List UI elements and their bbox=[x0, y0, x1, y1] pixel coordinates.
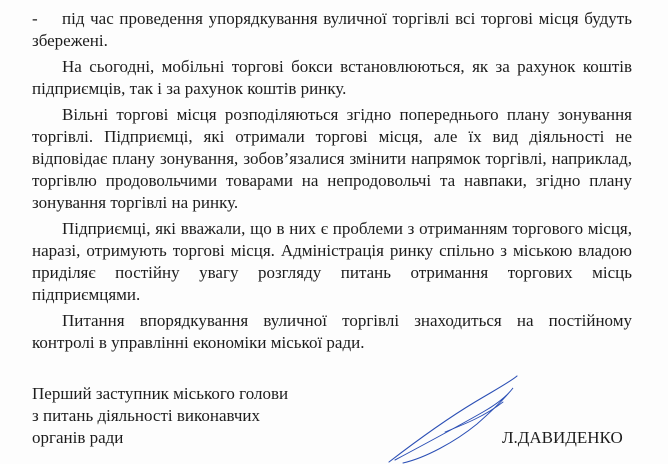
signatory-title-line: з питань діяльності виконавчих bbox=[32, 406, 261, 425]
bullet-item bbox=[32, 8, 632, 52]
signatory-title-line: Перший заступник міського голови bbox=[32, 384, 289, 403]
letter-body bbox=[32, 8, 632, 354]
signatory-title-line: органів ради bbox=[32, 428, 124, 447]
bullet-marker: - bbox=[32, 9, 38, 28]
bullet-text: під час проведення упорядкування вуличної торгівлі всі торгові місця будуть збережені. bbox=[32, 9, 632, 50]
paragraph-mobile-boxes: На сьогодні, мобільні торгові бокси встановлюються, як за рахунок коштів підприємців, так і за рахунок коштів ринку. bbox=[32, 57, 632, 98]
paragraph-free-places: Вільні торгові місця розподіляються згідно попереднього плану зонування торгівлі. Підприємці, які отримали торгові місця, але їх вид діяльності не відповідає плану зонування, зобов’язалися змінити напрямок торгівлі, наприклад, торгівлю продовольчими товарами на непродовольчі та навпаки, згідно плану зонування торгівлі на ринку. bbox=[32, 105, 632, 212]
paragraph-control: Питання впорядкування вуличної торгівлі знаходиться на постійному контролі в управлінні економіки міської ради. bbox=[32, 311, 632, 352]
handwritten-signature bbox=[385, 372, 535, 464]
signatory-name: Л.ДАВИДЕНКО bbox=[502, 428, 623, 447]
paragraph-entrepreneurs: Підприємці, які вважали, що в них є проблеми з отриманням торгового місця, наразі, отримують торгові місця. Адміністрація ринку спільно з міською владою приділяє постійну увагу розгляду питань отримання торгових місць підприємцями. bbox=[32, 219, 632, 304]
signatory-title bbox=[32, 383, 288, 449]
